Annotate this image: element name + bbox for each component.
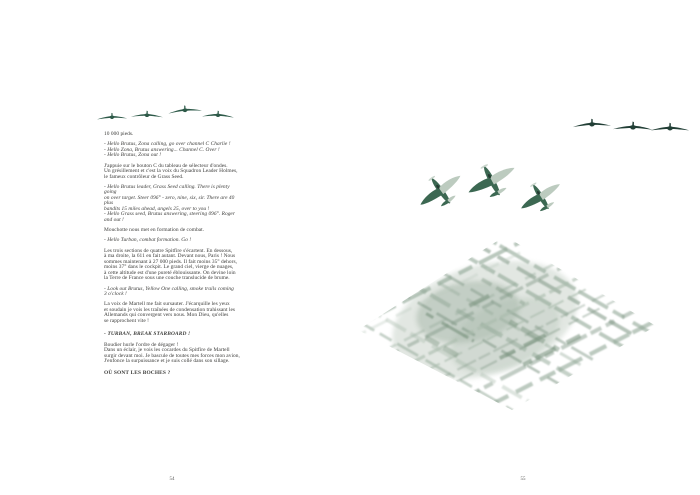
paragraph: - Hello Turban, combat formation. Go ! (104, 237, 192, 244)
paragraph: Boudier hurle l'ordre de dégager ! Dans un éclair, je vois les cocardes du Spitfire de Martell surgir devant moi. Je bascule de toutes mes forces mon avion, J'enfonce la surpuissance et je suis collé dans son sillage. (104, 341, 240, 365)
paragraph: - TURBAN, BREAK STARBOARD ! (104, 331, 191, 338)
paragraph: - Hello Brutus, Zona calling, go over channel C Charlie ! - Hello Zona, Brutus answering... Channel C. Over ! - Hello Brutus, Zona out ! (104, 141, 231, 159)
spitfire-silhouette-icon (97, 112, 128, 119)
spitfire-silhouette-icon (131, 110, 163, 117)
spitfire-topview-icon (461, 153, 523, 207)
spitfire-topview-icon (513, 172, 567, 221)
paragraph: - Hello Brutus leader, Grass Seed calling. There is plenty going on over target. Steer 096° - zero, nine, six, sir. There are 40 plus bandits 15 miles ahead, angels 25, over to you ! - Hello Grass seed, Brutus answering, steering 096°. Roger and out ! (104, 183, 235, 223)
paragraph: - Look out Brutus, Yellow One calling, smoke trails coming 3 o'clock ! (104, 285, 234, 298)
paragraph: Les trois sections de quatre Spitfire s'écartent. En dessous, à ma droite, la 611 en fait autant. Devant nous, Paris ! Nous sommes maintenant à 27 000 pieds. Il fait moins 35° dehors, moins 37° dans le cockpit. Le grand ciel, vierge de nuages, à cette altitude est d'une pureté éblouissante. On devine loin la Terre de France sous une couche translucide de brume. (104, 247, 237, 282)
spitfire-silhouette-icon (651, 123, 689, 131)
paragraph: La voix de Martell me fait sursauter. J'écarquille les yeux et soudain je vois les traînées de condensation trahissant les Allemands qui convergent vers nous. Mon Dieu, qu'elles se rapprochent vite ! (104, 301, 236, 324)
spitfire-silhouette-icon (202, 110, 234, 118)
paragraph: OÙ SONT LES BOCHES ? (104, 369, 171, 376)
paragraph: J'appuie sur le bouton C du tableau de sélecteur d'ondes. Un grésillement et c'est la voix du Squadron Leader Holmes, le fameux contrôleur de Grass Seed. (104, 162, 238, 180)
paragraph: 10 000 pieds. (104, 131, 134, 137)
text-column (104, 132, 242, 381)
page-number-left: 54 (169, 477, 175, 482)
paragraph: Mouchotte nous met en formation de combat. (104, 227, 205, 234)
page-number-right: 55 (520, 477, 526, 482)
spitfire-silhouette-icon (573, 118, 612, 127)
spitfire-silhouette-icon (168, 104, 202, 114)
spitfire-silhouette-icon (613, 121, 653, 130)
aerial-landscape-watercolor (303, 180, 682, 469)
spitfire-topview-icon (411, 163, 470, 218)
